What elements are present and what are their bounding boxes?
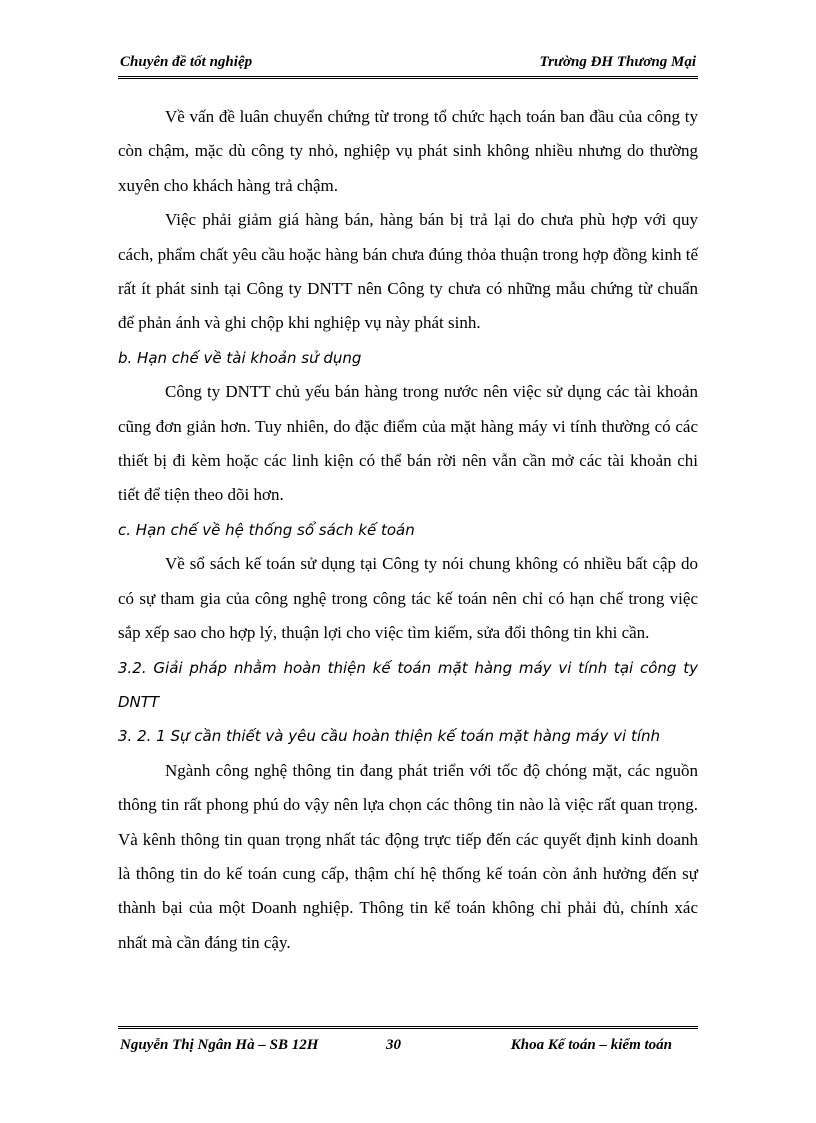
heading-account-limitations: b. Hạn chế về tài khoản sử dụng <box>118 348 362 367</box>
header-university: Trường ĐH Thương Mại <box>539 54 696 70</box>
heading-bookkeeping-limitations: c. Hạn chế về hệ thống sổ sách kế toán <box>118 520 415 539</box>
paragraph-bookkeeping: Về sổ sách kế toán sử dụng tại Công ty nói chung không có nhiều bất cập do có sự tham gia của công nghệ trong công tác kế toán nên chỉ có hạn chế trong việc sắp xếp sao cho hợp lý, thuận lợi cho việc tìm kiếm, sửa đổi thông tin khi cần. <box>118 554 698 643</box>
paragraph-sales-returns: Việc phải giảm giá hàng bán, hàng bán bị trả lại do chưa phù hợp với quy cách, phẩm chất yêu cầu hoặc hàng bán chưa đúng thỏa thuận trong hợp đồng kinh tế rất ít phát sinh tại Công ty DNTT nên Công ty chưa có những mẫu chứng từ chuẩn để phản ánh và ghi chộp khi nghiệp vụ này phát sinh. <box>118 210 698 333</box>
page-body <box>118 100 698 960</box>
page-footer <box>118 1026 698 1059</box>
footer-author: Nguyễn Thị Ngân Hà – SB 12H <box>120 1037 319 1053</box>
footer-page-number: 30 <box>386 1037 401 1053</box>
paragraph-accounts: Công ty DNTT chủ yếu bán hàng trong nước nên việc sử dụng các tài khoản cũng đơn giản hơn. Tuy nhiên, do đặc điểm của mặt hàng máy vi tính thường có các thiết bị đi kèm hoặc các linh kiện có thể bán rời nên vẫn cần mở các tài khoản chi tiết để tiện theo dõi hơn. <box>118 382 698 505</box>
paragraph-it-industry: Ngành công nghệ thông tin đang phát triển với tốc độ chóng mặt, các nguồn thông tin rất phong phú do vậy nên lựa chọn các thông tin nào là việc rất quan trọng. Và kênh thông tin quan trọng nhất tác động trực tiếp đến các quyết định kinh doanh là thông tin do kế toán cung cấp, thậm chí hệ thống kế toán còn ảnh hưởng đến sự thành bại của một Doanh nghiệp. Thông tin kế toán không chỉ phải đủ, chính xác nhất mà cần đáng tin cậy. <box>118 760 698 952</box>
paragraph-document-flow: Về vấn đề luân chuyển chứng từ trong tổ chức hạch toán ban đầu của công ty còn chậm, mặc dù công ty nhỏ, nghiệp vụ phát sinh không nhiều nhưng do thường xuyên cho khách hàng trả chậm. <box>118 107 698 195</box>
header-document-type: Chuyên đề tốt nghiệp <box>120 54 253 70</box>
heading-section-3-2: 3.2. Giải pháp nhằm hoàn thiện kế toán mặt hàng máy vi tính tại công ty DNTT <box>118 658 698 711</box>
page-header <box>118 52 698 79</box>
heading-section-3-2-1: 3. 2. 1 Sự cần thiết và yêu cầu hoàn thiện kế toán mặt hàng máy vi tính <box>118 727 661 746</box>
footer-department: Khoa Kế toán – kiểm toán <box>510 1037 672 1053</box>
